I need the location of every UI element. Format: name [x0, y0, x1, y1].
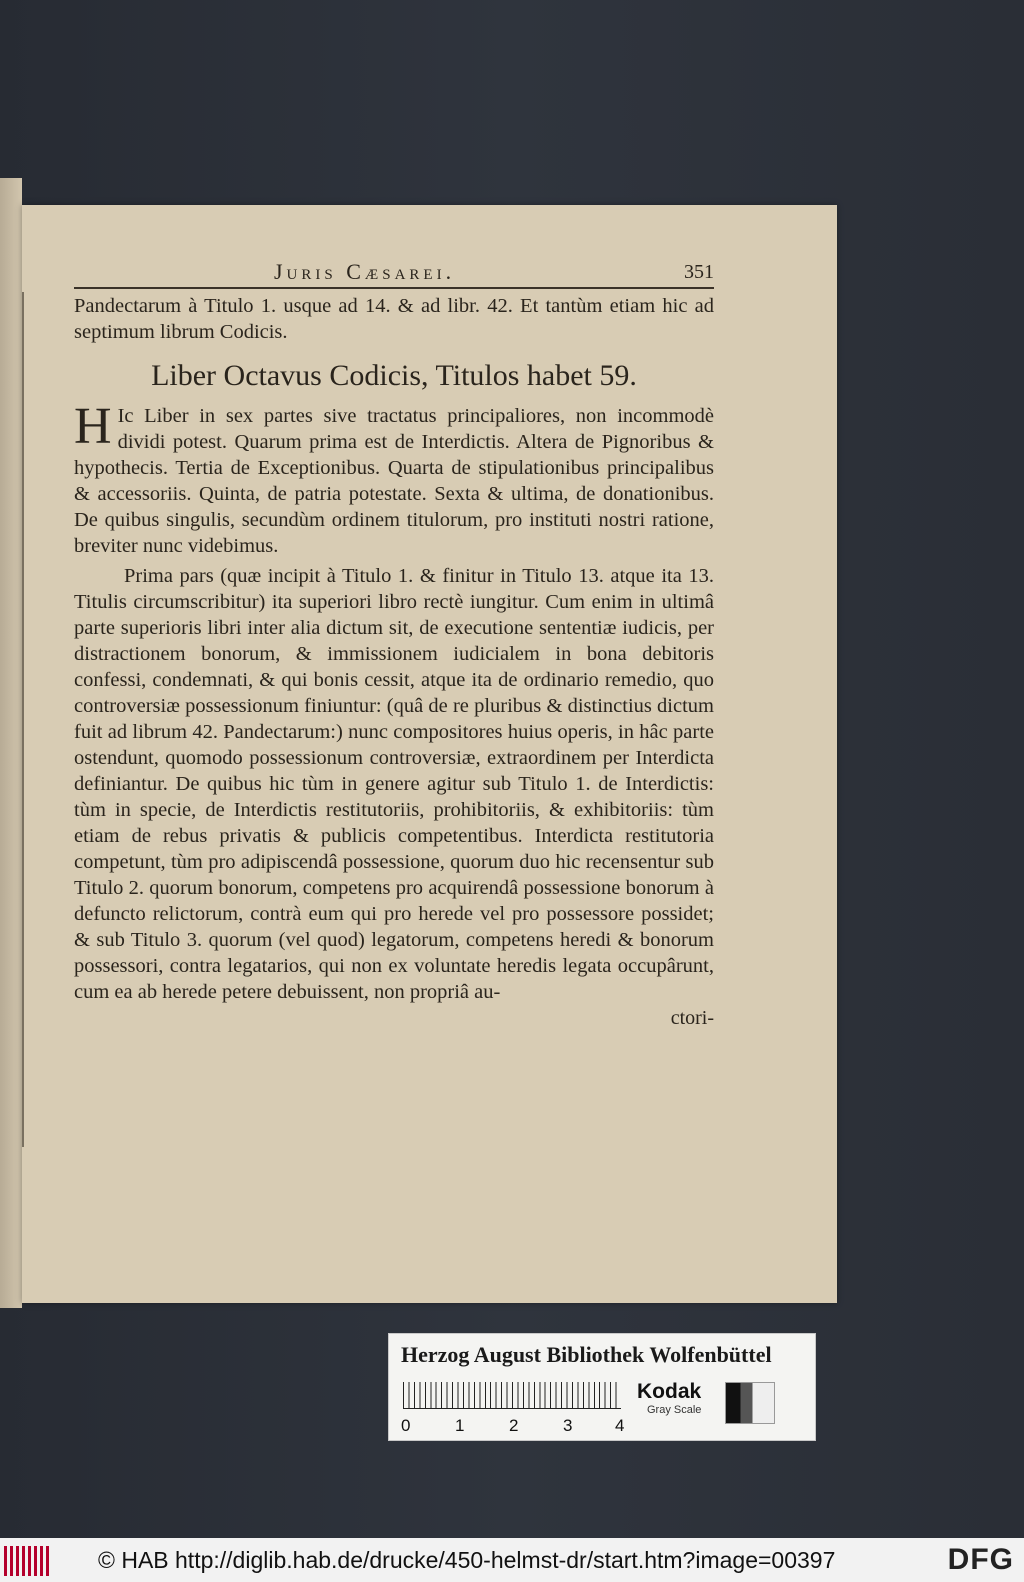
- dfg-logo: DFG: [947, 1543, 1014, 1576]
- book-page: [22, 205, 837, 1303]
- ruler-number: 3: [563, 1416, 573, 1435]
- hab-barcode-icon: [4, 1546, 50, 1576]
- running-head: [74, 253, 714, 289]
- kodak-logo: Kodak: [637, 1380, 702, 1403]
- gray-scale-label: Gray Scale: [647, 1404, 702, 1416]
- paragraph-1: [74, 398, 714, 559]
- page-edge: [0, 178, 22, 1308]
- footer-bar: [0, 1538, 1024, 1582]
- ruler-number: 4: [615, 1416, 625, 1435]
- page-number: 351: [684, 261, 714, 283]
- ruler-numbers: [399, 1416, 639, 1436]
- gray-swatch: [725, 1382, 775, 1424]
- page-text-block: [74, 253, 714, 1030]
- intro-paragraph: Pandectarum à Titulo 1. usque ad 14. & ad libr. 42. Et tantùm etiam hic ad septimum librum Codicis.: [74, 295, 714, 343]
- catchword: ctori-: [670, 1007, 714, 1029]
- ruler-number: 1: [455, 1416, 465, 1435]
- ruler-scale: [403, 1382, 621, 1409]
- footer-url[interactable]: © HAB http://diglib.hab.de/drucke/450-helmst-dr/start.htm?image=00397: [98, 1547, 836, 1573]
- section-heading: Liber Octavus Codicis, Titulos habet 59.: [151, 359, 637, 392]
- ruler-number: 2: [509, 1416, 519, 1435]
- library-name: Herzog August Bibliothek Wolfenbüttel: [401, 1342, 772, 1367]
- running-title: Juris Cæsarei.: [274, 259, 456, 284]
- paragraph-1-text: Ic Liber in sex partes sive tractatus principaliores, non incommodè dividi potest. Quarum prima est de Interdictis. Altera de Pignoribus & hypothecis. Tertia de Exceptionibus. Quarta de stipulationibus principalibus & accessoriis. Quinta, de patria potestate. Sexta & ultima, de donationibus. De quibus singulis, secundùm ordinem titulorum, pro instituti nostri ratione, breviter nunc videbimus.: [74, 405, 714, 557]
- margin-rule: [22, 292, 24, 1147]
- drop-cap: H: [74, 398, 112, 455]
- paragraph-2: Prima pars (quæ incipit à Titulo 1. & finitur in Titulo 13. atque ita 13. Titulis circumscribitur) ita superiori libro rectè iungitur. Cum enim in ultimâ parte superioris libri inter alia dictum sit, de executione sententiæ iudicis, per distractionem bonorum, & immissionem iudicialem in bona debitoris confessi, condemnati, & qui bonis cessit, atque ita de ordinario remedio, quo controversiæ possessionum finiuntur: (quâ de re pluribus & distinctius dictum fuit ad librum 42. Pandectarum:) nunc compositores huius operis, in hâc parte ostendunt, quomodo possessionum controversiæ, extraordinem per Interdicta definiantur. De quibus hic tùm in genere agitur sub Titulo 1. de Interdictis: tùm in specie, de Interdictis restitutoriis, prohibitoriis, & exhibitoriis: tùm etiam de rebus privatis & publicis competentibus. Interdicta restitutoria competunt, tùm pro adipiscendâ possessione, quorum duo hic recensentur sub Titulo 2. quorum bonorum, competens pro acquirendâ possessione bonorum à defuncto relictorum, contrà eum qui pro herede vel pro possessore possidet; & sub Titulo 3. quorum (vel quod) legatorum, competens heredi & bonorum possessori, contra legatarios, qui non ex voluntate heredis legata occupârunt, cum ea ab herede petere debuissent, non propriâ au-: [74, 565, 714, 1003]
- color-scale-card: [388, 1333, 816, 1441]
- ruler-number: 0: [401, 1416, 411, 1435]
